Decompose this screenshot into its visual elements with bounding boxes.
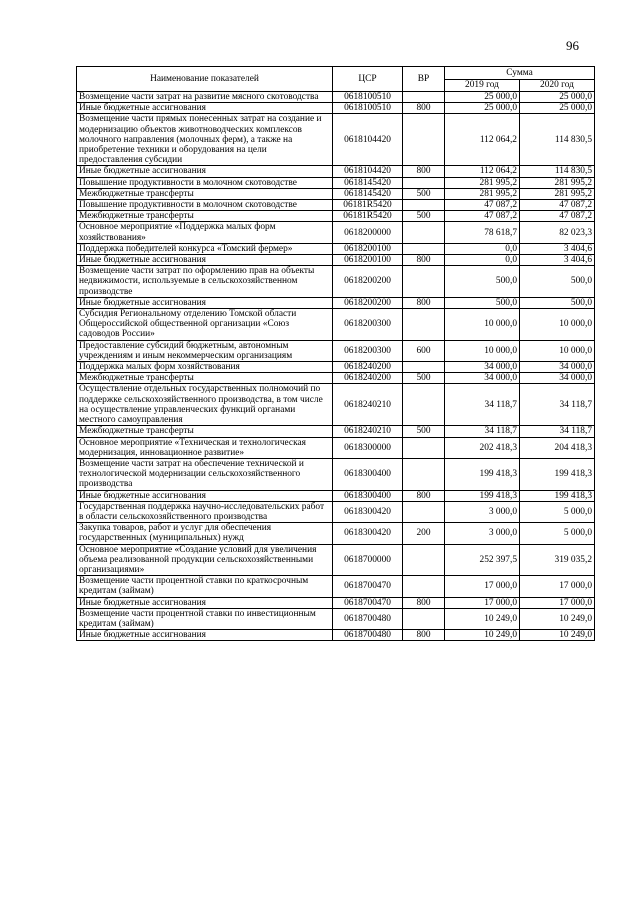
row-sum-2019-cell: 10 249,0 xyxy=(445,608,520,629)
row-csr-cell: 0618240200 xyxy=(333,362,403,373)
row-name-cell: Межбюджетные трансферты xyxy=(77,188,333,199)
row-vr-cell: 800 xyxy=(403,297,445,308)
row-sum-2019-cell: 3 000,0 xyxy=(445,501,520,522)
row-name-cell: Межбюджетные трансферты xyxy=(77,426,333,437)
row-sum-2019-cell: 202 418,3 xyxy=(445,437,520,458)
row-csr-cell: 0618200100 xyxy=(333,243,403,254)
row-sum-2020-cell: 3 404,6 xyxy=(520,243,595,254)
table-row xyxy=(77,211,595,222)
row-sum-2019-cell: 34 118,7 xyxy=(445,426,520,437)
table-row xyxy=(77,373,595,384)
row-vr-cell: 800 xyxy=(403,103,445,114)
row-sum-2019-cell: 199 418,3 xyxy=(445,490,520,501)
row-name-cell: Предоставление субсидий бюджетным, автономным учреждениям и иным некоммерческим организациям xyxy=(77,340,333,361)
row-name-cell: Возмещение части прямых понесенных затрат на создание и модернизацию объектов животноводческих комплексов молочного направления (молочных ферм), а также на приобретение техники и оборудования на цели предоставления субсидии xyxy=(77,114,333,166)
column-header-vr: ВР xyxy=(403,67,445,92)
row-sum-2019-cell: 25 000,0 xyxy=(445,92,520,103)
row-vr-cell xyxy=(403,501,445,522)
row-vr-cell xyxy=(403,266,445,298)
row-vr-cell: 800 xyxy=(403,255,445,266)
table-row xyxy=(77,255,595,266)
table-row xyxy=(77,200,595,211)
row-csr-cell: 0618240210 xyxy=(333,384,403,426)
row-csr-cell: 0618700480 xyxy=(333,630,403,641)
table-row xyxy=(77,188,595,199)
column-header-name: Наименование показателей xyxy=(77,67,333,92)
row-sum-2019-cell: 500,0 xyxy=(445,297,520,308)
row-name-cell: Основное мероприятие «Поддержка малых форм хозяйствования» xyxy=(77,222,333,243)
table-row xyxy=(77,222,595,243)
row-sum-2020-cell: 114 830,5 xyxy=(520,114,595,166)
table-row xyxy=(77,458,595,490)
row-vr-cell xyxy=(403,200,445,211)
row-sum-2020-cell: 17 000,0 xyxy=(520,597,595,608)
row-sum-2020-cell: 5 000,0 xyxy=(520,501,595,522)
row-csr-cell: 06181R5420 xyxy=(333,200,403,211)
row-vr-cell xyxy=(403,458,445,490)
row-name-cell: Поддержка малых форм хозяйствования xyxy=(77,362,333,373)
row-name-cell: Возмещение части затрат на обеспечение технической и технологической модернизации сельскохозяйственного производства xyxy=(77,458,333,490)
row-name-cell: Возмещение части процентной ставки по краткосрочным кредитам (займам) xyxy=(77,576,333,597)
table-row xyxy=(77,437,595,458)
row-sum-2019-cell: 10 000,0 xyxy=(445,340,520,361)
row-csr-cell: 0618200200 xyxy=(333,297,403,308)
row-name-cell: Возмещение части процентной ставки по инвестиционным кредитам (займам) xyxy=(77,608,333,629)
row-name-cell: Государственная поддержка научно-исследовательских работ в области сельскохозяйственного производства xyxy=(77,501,333,522)
table-row xyxy=(77,297,595,308)
row-csr-cell: 0618200300 xyxy=(333,309,403,341)
row-sum-2020-cell: 199 418,3 xyxy=(520,458,595,490)
row-sum-2019-cell: 112 064,2 xyxy=(445,114,520,166)
row-vr-cell xyxy=(403,362,445,373)
column-header-year-2020: 2020 год xyxy=(520,79,595,92)
table-row xyxy=(77,384,595,426)
row-sum-2020-cell: 10 000,0 xyxy=(520,309,595,341)
table-row xyxy=(77,523,595,544)
row-vr-cell: 600 xyxy=(403,340,445,361)
row-sum-2020-cell: 25 000,0 xyxy=(520,103,595,114)
row-vr-cell xyxy=(403,114,445,166)
row-sum-2019-cell: 78 618,7 xyxy=(445,222,520,243)
row-sum-2020-cell: 47 087,2 xyxy=(520,211,595,222)
row-sum-2019-cell: 17 000,0 xyxy=(445,576,520,597)
table-row xyxy=(77,309,595,341)
row-vr-cell: 500 xyxy=(403,188,445,199)
row-name-cell: Основное мероприятие «Техническая и технологическая модернизация, инновационное развитие» xyxy=(77,437,333,458)
row-csr-cell: 0618100510 xyxy=(333,103,403,114)
table-row xyxy=(77,630,595,641)
row-sum-2019-cell: 10 000,0 xyxy=(445,309,520,341)
row-name-cell: Межбюджетные трансферты xyxy=(77,373,333,384)
row-vr-cell xyxy=(403,437,445,458)
row-csr-cell: 0618104420 xyxy=(333,114,403,166)
row-sum-2019-cell: 47 087,2 xyxy=(445,211,520,222)
row-vr-cell xyxy=(403,177,445,188)
row-csr-cell: 0618200100 xyxy=(333,255,403,266)
row-name-cell: Повышение продуктивности в молочном скотоводстве xyxy=(77,200,333,211)
row-sum-2020-cell: 10 249,0 xyxy=(520,630,595,641)
column-header-year-2019: 2019 год xyxy=(445,79,520,92)
row-vr-cell: 800 xyxy=(403,166,445,177)
row-sum-2019-cell: 281 995,2 xyxy=(445,177,520,188)
table-row xyxy=(77,576,595,597)
row-sum-2020-cell: 199 418,3 xyxy=(520,490,595,501)
row-sum-2019-cell: 199 418,3 xyxy=(445,458,520,490)
row-vr-cell xyxy=(403,576,445,597)
row-sum-2020-cell: 34 118,7 xyxy=(520,384,595,426)
row-sum-2020-cell: 500,0 xyxy=(520,266,595,298)
row-sum-2020-cell: 47 087,2 xyxy=(520,200,595,211)
row-csr-cell: 0618700470 xyxy=(333,576,403,597)
table-row xyxy=(77,114,595,166)
row-sum-2020-cell: 82 023,3 xyxy=(520,222,595,243)
row-vr-cell: 500 xyxy=(403,426,445,437)
row-vr-cell xyxy=(403,243,445,254)
row-name-cell: Возмещение части затрат на развитие мясного скотоводства xyxy=(77,92,333,103)
row-vr-cell: 200 xyxy=(403,523,445,544)
row-sum-2019-cell: 25 000,0 xyxy=(445,103,520,114)
row-vr-cell xyxy=(403,384,445,426)
row-vr-cell: 500 xyxy=(403,373,445,384)
row-name-cell: Иные бюджетные ассигнования xyxy=(77,630,333,641)
row-sum-2019-cell: 34 118,7 xyxy=(445,384,520,426)
column-header-sum: Сумма xyxy=(445,67,595,80)
table-row xyxy=(77,92,595,103)
table-row xyxy=(77,340,595,361)
row-sum-2019-cell: 500,0 xyxy=(445,266,520,298)
row-csr-cell: 0618300400 xyxy=(333,490,403,501)
row-csr-cell: 0618200200 xyxy=(333,266,403,298)
row-sum-2019-cell: 34 000,0 xyxy=(445,362,520,373)
row-csr-cell: 0618240200 xyxy=(333,373,403,384)
row-vr-cell xyxy=(403,608,445,629)
row-sum-2019-cell: 252 397,5 xyxy=(445,544,520,576)
table-row xyxy=(77,426,595,437)
row-sum-2019-cell: 3 000,0 xyxy=(445,523,520,544)
page-number: 96 xyxy=(566,38,579,53)
row-name-cell: Иные бюджетные ассигнования xyxy=(77,166,333,177)
row-sum-2020-cell: 25 000,0 xyxy=(520,92,595,103)
row-sum-2020-cell: 10 249,0 xyxy=(520,608,595,629)
row-name-cell: Осуществление отдельных государственных полномочий по поддержке сельскохозяйственного производства, в том числе на осуществление управленческих функций органами местного самоуправления xyxy=(77,384,333,426)
row-vr-cell: 800 xyxy=(403,630,445,641)
row-csr-cell: 0618200300 xyxy=(333,340,403,361)
row-sum-2020-cell: 10 000,0 xyxy=(520,340,595,361)
row-csr-cell: 0618700000 xyxy=(333,544,403,576)
table-row xyxy=(77,177,595,188)
row-sum-2020-cell: 34 118,7 xyxy=(520,426,595,437)
table-row xyxy=(77,103,595,114)
row-sum-2019-cell: 112 064,2 xyxy=(445,166,520,177)
row-name-cell: Возмещение части затрат по оформлению прав на объекты недвижимости, используемые в сельскохозяйственном производстве xyxy=(77,266,333,298)
row-sum-2019-cell: 10 249,0 xyxy=(445,630,520,641)
row-vr-cell xyxy=(403,309,445,341)
row-csr-cell: 0618700470 xyxy=(333,597,403,608)
table-row xyxy=(77,166,595,177)
row-sum-2019-cell: 17 000,0 xyxy=(445,597,520,608)
row-name-cell: Поддержка победителей конкурса «Томский фермер» xyxy=(77,243,333,254)
table-row xyxy=(77,362,595,373)
row-csr-cell: 0618104420 xyxy=(333,166,403,177)
row-sum-2020-cell: 17 000,0 xyxy=(520,576,595,597)
row-sum-2020-cell: 5 000,0 xyxy=(520,523,595,544)
row-csr-cell: 0618100510 xyxy=(333,92,403,103)
row-sum-2019-cell: 47 087,2 xyxy=(445,200,520,211)
row-csr-cell: 0618300420 xyxy=(333,501,403,522)
row-csr-cell: 0618300000 xyxy=(333,437,403,458)
table-row xyxy=(77,597,595,608)
row-sum-2019-cell: 281 995,2 xyxy=(445,188,520,199)
row-sum-2019-cell: 0,0 xyxy=(445,255,520,266)
row-csr-cell: 0618700480 xyxy=(333,608,403,629)
row-sum-2020-cell: 281 995,2 xyxy=(520,177,595,188)
row-name-cell: Иные бюджетные ассигнования xyxy=(77,103,333,114)
row-name-cell: Закупка товаров, работ и услуг для обеспечения государственных (муниципальных) нужд xyxy=(77,523,333,544)
row-sum-2019-cell: 34 000,0 xyxy=(445,373,520,384)
row-name-cell: Межбюджетные трансферты xyxy=(77,211,333,222)
row-csr-cell: 0618240210 xyxy=(333,426,403,437)
row-name-cell: Иные бюджетные ассигнования xyxy=(77,297,333,308)
table-row xyxy=(77,544,595,576)
table-row xyxy=(77,608,595,629)
row-csr-cell: 0618145420 xyxy=(333,188,403,199)
row-csr-cell: 0618145420 xyxy=(333,177,403,188)
row-sum-2020-cell: 114 830,5 xyxy=(520,166,595,177)
row-csr-cell: 06181R5420 xyxy=(333,211,403,222)
row-sum-2020-cell: 3 404,6 xyxy=(520,255,595,266)
row-name-cell: Иные бюджетные ассигнования xyxy=(77,255,333,266)
row-sum-2020-cell: 319 035,2 xyxy=(520,544,595,576)
row-sum-2020-cell: 204 418,3 xyxy=(520,437,595,458)
budget-table xyxy=(76,66,595,641)
row-vr-cell: 800 xyxy=(403,597,445,608)
row-sum-2020-cell: 281 995,2 xyxy=(520,188,595,199)
row-sum-2020-cell: 500,0 xyxy=(520,297,595,308)
table-row xyxy=(77,501,595,522)
row-vr-cell xyxy=(403,222,445,243)
row-name-cell: Субсидия Региональному отделению Томской области Общероссийской общественной организации «Союз садоводов России» xyxy=(77,309,333,341)
row-sum-2020-cell: 34 000,0 xyxy=(520,362,595,373)
row-vr-cell xyxy=(403,92,445,103)
row-vr-cell: 800 xyxy=(403,490,445,501)
header-row xyxy=(77,67,595,80)
row-csr-cell: 0618300400 xyxy=(333,458,403,490)
row-name-cell: Повышение продуктивности в молочном скотоводстве xyxy=(77,177,333,188)
row-csr-cell: 0618200000 xyxy=(333,222,403,243)
row-name-cell: Иные бюджетные ассигнования xyxy=(77,490,333,501)
row-name-cell: Основное мероприятие «Создание условий для увеличения объема реализованной продукции сельскохозяйственными организациями» xyxy=(77,544,333,576)
table-row xyxy=(77,266,595,298)
row-csr-cell: 0618300420 xyxy=(333,523,403,544)
row-name-cell: Иные бюджетные ассигнования xyxy=(77,597,333,608)
table-row xyxy=(77,490,595,501)
row-vr-cell xyxy=(403,544,445,576)
row-sum-2020-cell: 34 000,0 xyxy=(520,373,595,384)
row-sum-2019-cell: 0,0 xyxy=(445,243,520,254)
table-row xyxy=(77,243,595,254)
row-vr-cell: 500 xyxy=(403,211,445,222)
column-header-csr: ЦСР xyxy=(333,67,403,92)
